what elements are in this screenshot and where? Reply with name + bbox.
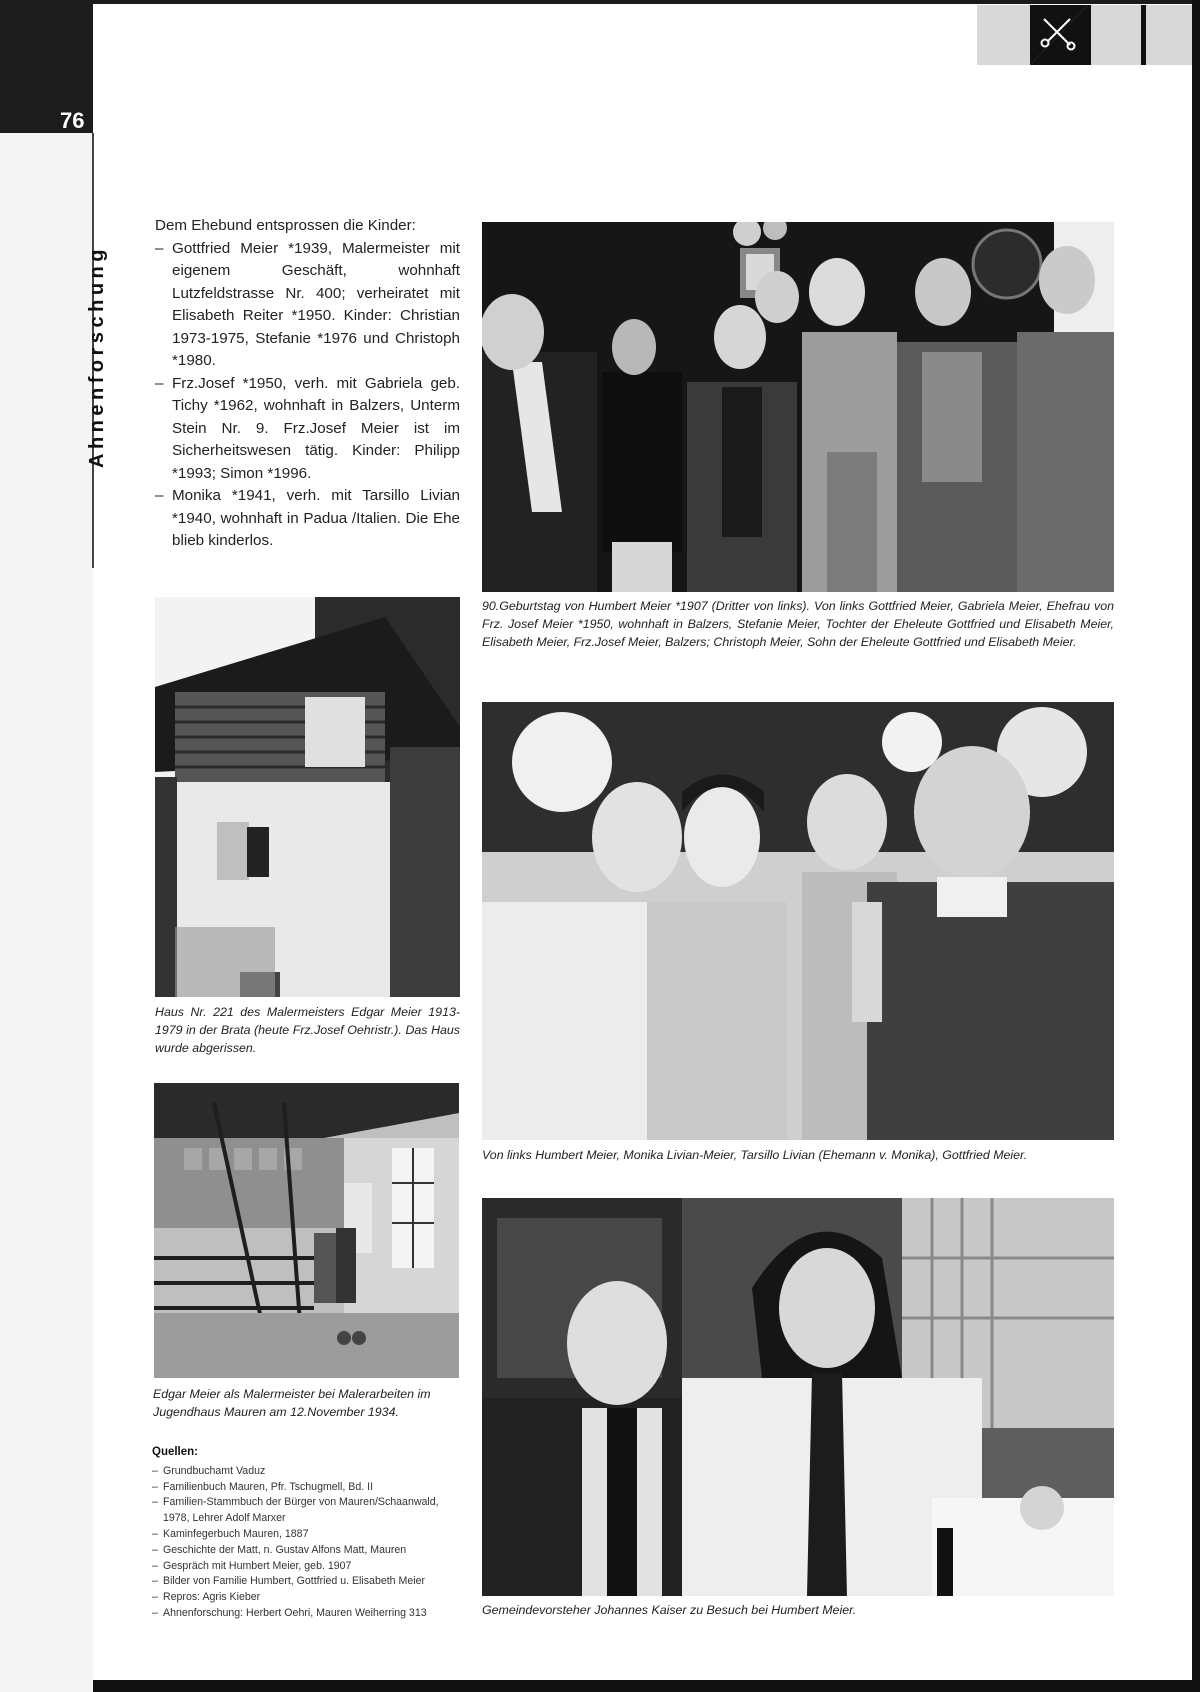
sources-title: Quellen: [152,1446,199,1458]
child-entry: – Gottfried Meier *1939, Malermeister mit eigenem Geschäft, wohnhaft Lutzfeldstrasse Nr. 400; verheiratet mit Elisabeth Reiter *1950. Kinder: Christian 1973-1975, Stefanie *1976 und Christoph *1980. [155,238,460,373]
birthday-group-photo [482,222,1114,592]
four-people-caption: Von links Humbert Meier, Monika Livian-Meier, Tarsillo Livian (Ehemann v. Monika), Gottfried Meier. [482,1148,1028,1162]
source-item: – Grundbuchamt Vaduz [152,1464,462,1480]
source-item: – Kaminfegerbuch Mauren, 1887 [152,1527,462,1543]
visit-caption: Gemeindevorsteher Johannes Kaiser zu Besuch bei Humbert Meier. [482,1603,857,1617]
birthday-caption: 90.Geburtstag von Humbert Meier *1907 (Dritter von links). Von links Gottfried Meier, Gabriela Meier, Ehefrau von Frz. Josef Meier *1950, wohnhaft in Balzers, Stefanie Meier, Tochter der Eheleute Gottfried und Elisabeth Meier, Elisabeth Meier, Frz.Josef Meier, Balzers; Christoph Meier, Sohn der Eheleute Gottfried und Elisabeth Meier. [482,599,1114,649]
top-border [0,0,1200,4]
painter-interior-photo [154,1083,459,1378]
children-list [155,238,460,553]
source-item: – Gespräch mit Humbert Meier, geb. 1907 [152,1559,462,1575]
source-item: – Ahnenforschung: Herbert Oehri, Mauren Weiherring 313 [152,1606,462,1622]
child-entry: – Frz.Josef *1950, verh. mit Gabriela geb. Tichy *1962, wohnhaft in Balzers, Unterm Stein Nr. 9. Frz.Josef Meier ist im Sicherheitswesen tätig. Kinder: Philipp *1993; Simon *1996. [155,373,460,486]
visit-photo [482,1198,1114,1596]
bottom-border [0,1680,1200,1692]
left-gutter [0,0,93,1692]
intro-text [155,215,460,553]
house-photo [155,597,460,997]
house-caption: Haus Nr. 221 des Malermeisters Edgar Meier 1913-1979 in der Brata (heute Frz.Josef Oehristr.). Das Haus wurde abgerissen. [155,1005,460,1055]
intro-lead: Dem Ehebund entsprossen die Kinder: [155,217,416,234]
four-people-photo [482,702,1114,1140]
child-entry: – Monika *1941, verh. mit Tarsillo Livian *1940, wohnhaft in Padua /Italien. Die Ehe blieb kinderlos. [155,485,460,553]
right-border [1192,0,1200,1692]
source-item: – Familien-Stammbuch der Bürger von Mauren/Schaanwald, 1978, Lehrer Adolf Marxer [152,1495,462,1527]
source-item: – Familienbuch Mauren, Pfr. Tschugmell, Bd. II [152,1480,462,1496]
painter-caption: Edgar Meier als Malermeister bei Malerarbeiten im Jugendhaus Mauren am 12.November 1934. [153,1387,431,1419]
sources-block [152,1445,462,1622]
sources-list [152,1464,462,1622]
section-title: Ahnenforschung [86,245,108,468]
corner-bar [1141,5,1146,65]
page-number: 76 [60,108,85,133]
source-item: – Repros: Agris Kieber [152,1590,462,1606]
source-item: – Geschichte der Matt, n. Gustav Alfons Matt, Mauren [152,1543,462,1559]
crossed-tools-icon [1030,5,1088,65]
source-item: – Bilder von Familie Humbert, Gottfried u. Elisabeth Meier [152,1574,462,1590]
